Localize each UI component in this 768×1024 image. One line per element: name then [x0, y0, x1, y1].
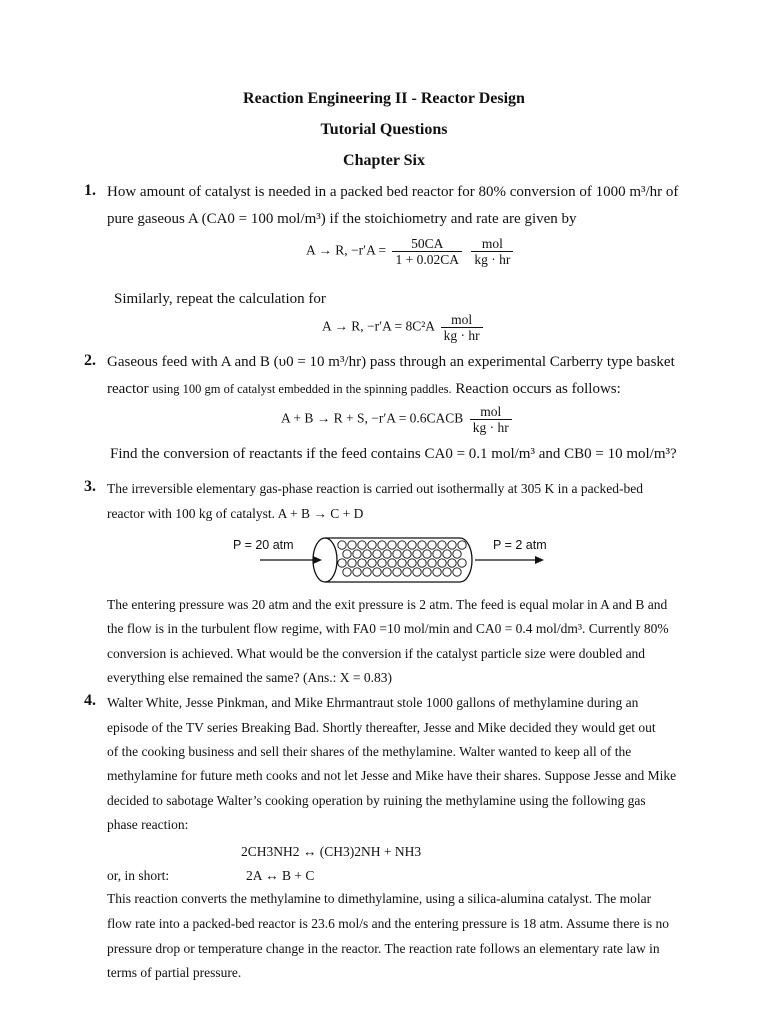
question-3-number: 3.: [84, 478, 96, 495]
question-3-line-6: everything else remained the same? (Ans.: X = 0.83): [107, 670, 393, 685]
catalyst-pellet: [353, 568, 361, 576]
question-2-number: 2.: [84, 352, 96, 369]
q2-line2-part-c: Reaction occurs as follows:: [455, 381, 621, 397]
eq2-lhs: A → R, −r′A = 8C²A: [322, 318, 435, 334]
eq1-unit-fraction: [471, 236, 513, 267]
catalyst-pellet: [398, 559, 406, 567]
eq1-denominator: 1 + 0.02CA: [395, 252, 459, 267]
question-4-number: 4.: [84, 692, 96, 709]
catalyst-pellet: [408, 541, 416, 549]
eq2-unit-numerator: mol: [441, 312, 483, 328]
catalyst-pellet: [453, 568, 461, 576]
catalyst-pellet: [413, 568, 421, 576]
catalyst-pellet: [363, 568, 371, 576]
question-1-number: 1.: [84, 182, 96, 199]
catalyst-pellet: [433, 550, 441, 558]
question-4-reaction: 2CH3NH2 ↔ (CH3)2NH + NH3: [241, 844, 422, 859]
catalyst-pellet: [378, 559, 386, 567]
question-4-short-label: or, in short:: [107, 868, 170, 883]
catalyst-pellet: [403, 568, 411, 576]
catalyst-pellet: [398, 541, 406, 549]
catalyst-pellet: [428, 559, 436, 567]
catalyst-pellet: [418, 559, 426, 567]
question-4-line-2: episode of the TV series Breaking Bad. Shortly thereafter, Jesse and Mike decided they would get out: [107, 720, 656, 735]
catalyst-pellet: [343, 550, 351, 558]
catalyst-pellet: [438, 541, 446, 549]
catalyst-pellet: [358, 541, 366, 549]
document-title: Reaction Engineering II - Reactor Design: [243, 90, 525, 107]
question-3-line-2: reactor with 100 kg of catalyst. A + B → C + D: [107, 506, 364, 521]
eq1-lhs: A → R, −r′A =: [306, 242, 387, 258]
catalyst-pellet: [368, 541, 376, 549]
catalyst-pellet: [373, 550, 381, 558]
question-4-line-5: decided to sabotage Walter’s cooking operation by ruining the methylamine using the following gas: [107, 793, 646, 808]
question-1-equation-1: [306, 236, 516, 267]
eq2-unit-fraction: [441, 312, 483, 343]
catalyst-pellet: [388, 541, 396, 549]
eq1-unit-numerator: mol: [471, 236, 513, 252]
eq1-rate-fraction: [392, 236, 462, 267]
catalyst-pellet: [438, 559, 446, 567]
question-2-line-2: [107, 380, 621, 398]
q2-eq-unit-numerator: mol: [470, 404, 512, 420]
catalyst-pellet: [423, 550, 431, 558]
catalyst-pellet: [418, 541, 426, 549]
catalyst-pellet: [453, 550, 461, 558]
catalyst-pellet: [343, 568, 351, 576]
question-3-line-1: The irreversible elementary gas-phase reaction is carried out isothermally at 305 K in a packed-bed: [107, 481, 644, 496]
catalyst-pellet: [363, 550, 371, 558]
question-1-line-1: How amount of catalyst is needed in a packed bed reactor for 80% conversion of 1000 m³/hr of: [107, 184, 679, 200]
q2-eq-unit-fraction: [470, 404, 512, 435]
question-4-line-7: This reaction converts the methylamine to dimethylamine, using a silica-alumina catalyst. The molar: [107, 891, 652, 906]
reactor-drawing: [225, 532, 555, 588]
chapter-heading: Chapter Six: [343, 152, 425, 169]
catalyst-pellet: [358, 559, 366, 567]
catalyst-pellet: [353, 550, 361, 558]
question-4-line-9: pressure drop or temperature change in the reactor. The reaction rate follows an elementary rate law in: [107, 941, 660, 956]
question-4-line-8: flow rate into a packed-bed reactor is 23.6 mol/s and the entering pressure is 18 atm. Assume there is no: [107, 916, 669, 931]
question-3-line-5: conversion is achieved. What would be the conversion if the catalyst particle size were doubled and: [107, 646, 646, 661]
catalyst-pellet: [378, 541, 386, 549]
catalyst-pellet: [338, 559, 346, 567]
catalyst-pellet: [448, 559, 456, 567]
question-1-line-2: pure gaseous A (CA0 = 100 mol/m³) if the stoichiometry and rate are given by: [107, 211, 577, 227]
outlet-pressure-label: P = 2 atm: [493, 538, 547, 552]
catalyst-pellet: [448, 541, 456, 549]
q2-line2-part-b: using 100 gm of catalyst embedded in the spinning paddles.: [152, 382, 452, 396]
catalyst-pellet: [383, 568, 391, 576]
catalyst-pellet: [433, 568, 441, 576]
catalyst-pellet: [383, 550, 391, 558]
question-4-line-10: terms of partial pressure.: [107, 965, 242, 980]
catalyst-pellet: [348, 559, 356, 567]
catalyst-pellet: [393, 550, 401, 558]
question-4-short-reaction: 2A ↔ B + C: [246, 868, 315, 883]
inlet-pressure-label: P = 20 atm: [233, 538, 294, 552]
catalyst-pellet: [423, 568, 431, 576]
catalyst-pellet: [443, 568, 451, 576]
catalyst-pellet: [348, 541, 356, 549]
catalyst-pellet: [428, 541, 436, 549]
document-subtitle: Tutorial Questions: [320, 121, 448, 138]
packed-bed-reactor-diagram: [225, 532, 555, 588]
question-3-line-3: The entering pressure was 20 atm and the exit pressure is 2 atm. The feed is equal molar in A and B and: [107, 597, 668, 612]
catalyst-pellet: [368, 559, 376, 567]
question-4-line-6: phase reaction:: [107, 817, 189, 832]
eq1-unit-denominator: kg · hr: [474, 252, 511, 267]
question-4-line-4: methylamine for future meth cooks and not let Jesse and Mike have their shares. Suppose Jesse and Mike: [107, 768, 677, 783]
catalyst-pellet: [388, 559, 396, 567]
question-4-line-1: Walter White, Jesse Pinkman, and Mike Ehrmantraut stole 1000 gallons of methylamine during an: [107, 695, 639, 710]
catalyst-pellet: [373, 568, 381, 576]
catalyst-pellet: [408, 559, 416, 567]
catalyst-pellet: [458, 541, 466, 549]
question-4-line-3: of the cooking business and sell their shares of the methylamine. Walter wanted to keep all of the: [107, 744, 632, 759]
catalyst-pellet: [338, 541, 346, 549]
catalyst-pellet: [393, 568, 401, 576]
q2-eq-unit-denominator: kg · hr: [472, 420, 509, 435]
eq1-numerator: 50CA: [392, 236, 462, 252]
question-2-line-3: Find the conversion of reactants if the feed contains CA0 = 0.1 mol/m³ and CB0 = 10 mol/m³?: [110, 446, 677, 462]
catalyst-pellet: [413, 550, 421, 558]
q2-eq-lhs: A + B → R + S, −r′A = 0.6CACB: [281, 410, 464, 426]
catalyst-pellet: [458, 559, 466, 567]
catalyst-pellet: [443, 550, 451, 558]
q2-line2-part-a: reactor: [107, 381, 149, 397]
eq2-unit-denominator: kg · hr: [443, 328, 480, 343]
question-2-line-1: Gaseous feed with A and B (υ0 = 10 m³/hr) pass through an experimental Carberry type basket: [107, 354, 675, 370]
question-1-similarly: Similarly, repeat the calculation for: [114, 291, 326, 307]
catalyst-pellet: [403, 550, 411, 558]
question-2-equation: [281, 404, 515, 435]
question-3-line-4: the flow is in the turbulent flow regime, with FA0 =10 mol/min and CA0 = 0.4 mol/dm³. Currently 80%: [107, 621, 669, 636]
question-1-equation-2: [322, 312, 486, 343]
